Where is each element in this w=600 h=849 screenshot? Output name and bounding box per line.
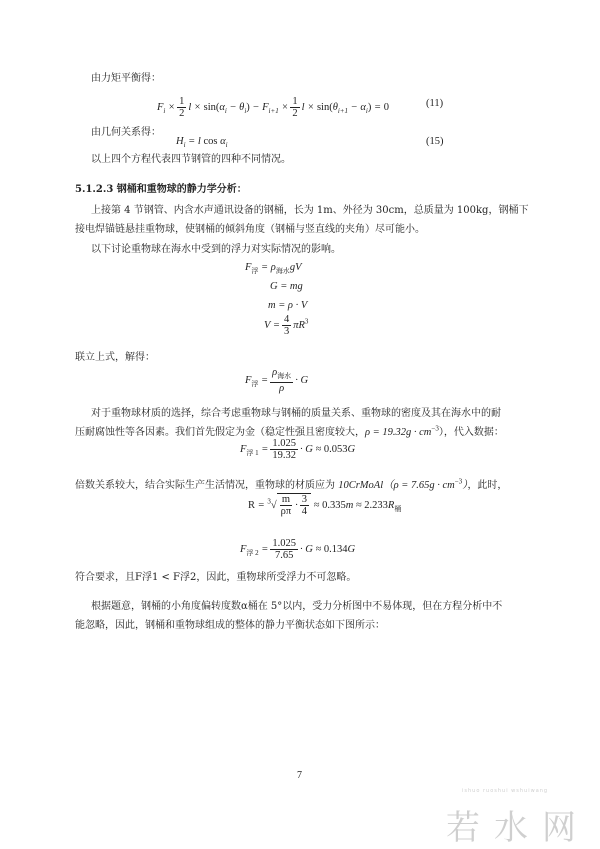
equation-number: (11) <box>426 98 444 109</box>
equation-buoyancy: $F_浮 = \rho_{海水}gV$ <box>245 262 302 276</box>
density-steel: $(\rho = 7.65g \cdot cm^{-3})$ <box>383 477 468 491</box>
density-gold: $\rho = 19.32g \cdot cm^{-3}$ <box>365 424 439 438</box>
text-line: 联立上式，解得： <box>75 352 155 363</box>
text-line: 由几何关系得： <box>91 127 161 138</box>
text-line: 符合要求，且F浮1 < F浮2，因此，重物球所受浮力不可忽略。 <box>75 572 357 583</box>
material-name: 10CrMoAl <box>338 480 384 491</box>
watermark-logo: 若水网 <box>446 808 590 848</box>
text-span: 压耐腐蚀性等各因素。我们首先假定为金（稳定性强且密度较大， <box>75 427 365 438</box>
text-line <box>75 423 504 438</box>
text-line: 以下讨论重物球在海水中受到的浮力对实际情况的影响。 <box>91 244 341 255</box>
page-number: 7 <box>297 770 302 781</box>
text-line <box>75 476 507 492</box>
text-line: 根据题意，钢桶的小角度偏转度数α桶在 5°以内，受力分析图中不易体现，但在方程分析中不 <box>91 601 503 612</box>
section-heading: 5.1.2.3 钢桶和重物球的静力学分析： <box>75 184 247 195</box>
text-line: 以上四个方程代表四节钢管的四种不同情况。 <box>91 154 291 165</box>
equation-f2: $F_{浮 2}$ = $\frac{1.025}{7.65}$ · G ≈ 0.134G <box>240 538 356 561</box>
equation-ratio: $F_浮$ = $\frac{\rho_{海水}}{\rho}$ · G <box>245 367 309 395</box>
equation-gravity: G = mg <box>270 281 303 292</box>
equation-15: $H_i = l$ $\cos \alpha_i$ <box>176 136 228 150</box>
text-span: ，此时， <box>467 480 508 491</box>
equation-f1: $F_{浮 1}$ = $\frac{1.025}{19.32}$ · G ≈ 0.053G <box>240 438 356 461</box>
text-line: 接电焊锚链悬挂重物球，使钢桶的倾斜角度（钢桶与竖直线的夹角）尽可能小。 <box>75 224 425 235</box>
equation-11: $F_i$ × $\frac{1}{2}$ $l \times \sin(\alpha_i - \theta_i) - F_{i+1}$ × $\frac{1}{2}$ $l \times \sin(\theta_{i+1} - \alpha_i) = 0$ <box>157 96 389 119</box>
text-line: 由力矩平衡得： <box>91 73 161 84</box>
text-span: ），代入数据： <box>438 427 504 438</box>
text-line: 能忽略，因此，钢桶和重物球组成的整体的静力平衡状态如下图所示： <box>75 620 385 631</box>
equation-volume: V = $\frac{4}{3}$ $\pi R^3$ <box>264 314 309 337</box>
watermark-subtext: ishuo ruoshui wshuiwang <box>462 788 549 794</box>
text-span: 倍数关系较大，结合实际生产生活情况，重物球的材质应为 <box>75 480 339 491</box>
text-line: 对于重物球材质的选择，综合考虑重物球与钢桶的质量关系、重物球的密度及其在海水中的耐 <box>91 408 501 419</box>
equation-mass: m = ρ · V <box>268 300 308 311</box>
equation-number: (15) <box>426 136 444 147</box>
equation-radius: R = $^3$√ $\frac{m}{\rho\pi}$ · $\frac{3}{4}$ ≈ $0.335m \approx 2.233R_桶$ <box>248 494 402 517</box>
text-line: 上接第 4 节钢管、内含水声通讯设备的钢桶，长为 1m、外径为 30cm，总质量为 100kg，钢桶下 <box>91 205 529 216</box>
